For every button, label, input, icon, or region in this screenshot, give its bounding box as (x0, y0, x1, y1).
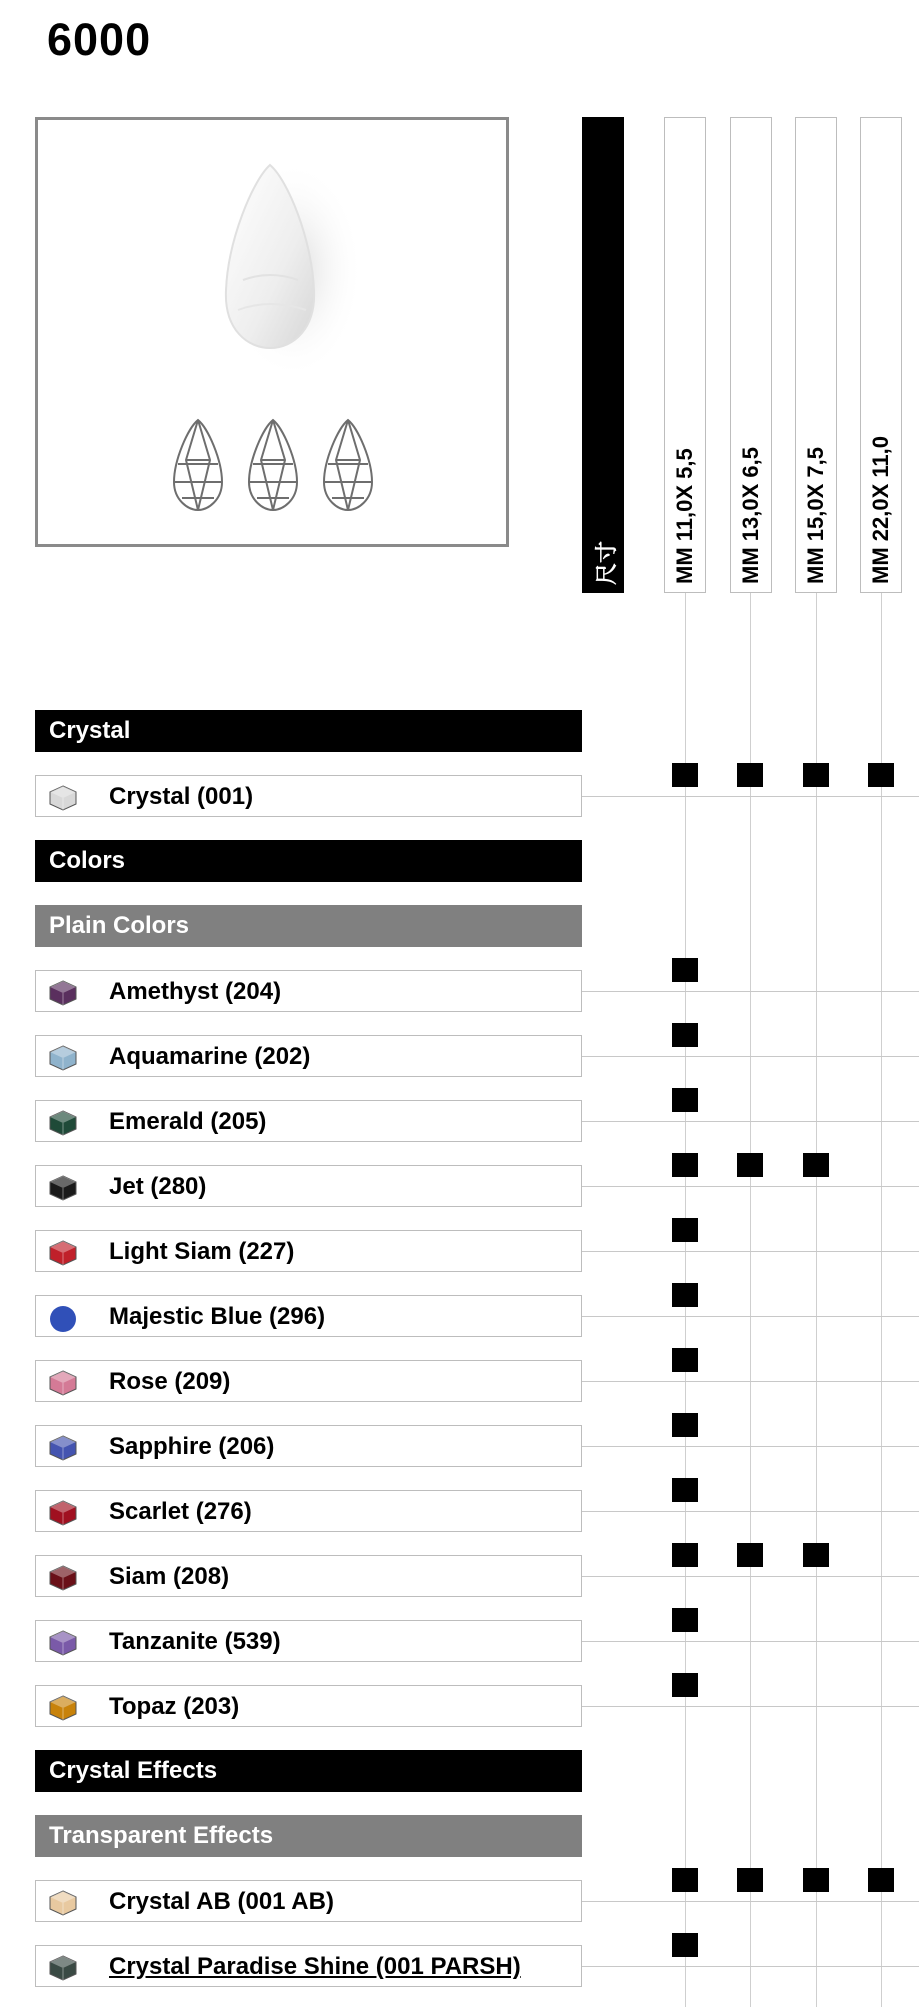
subcategory-header-plain-colors: Plain Colors (35, 905, 582, 947)
grid-column-line-3 (816, 593, 817, 2007)
item-name: Rose (209) (109, 1368, 231, 1395)
availability-mark (672, 1283, 698, 1307)
row-guide-line (582, 1186, 919, 1187)
row-guide-line (582, 1706, 919, 1707)
item-name: Amethyst (204) (109, 978, 282, 1005)
category-header-crystal: Crystal (35, 710, 582, 752)
availability-mark (672, 763, 698, 787)
availability-mark (672, 1478, 698, 1502)
emerald-icon (48, 1110, 78, 1141)
list-item (35, 1100, 582, 1142)
product-image (35, 117, 509, 547)
list-item (35, 1360, 582, 1402)
row-guide-line (582, 1251, 919, 1252)
grid-column-line-2 (750, 593, 751, 2007)
availability-mark (672, 1868, 698, 1892)
size-label-header (582, 117, 624, 593)
row-guide-line (582, 1641, 919, 1642)
crystal-ab-icon (48, 1890, 78, 1921)
item-name: Crystal (001) (109, 783, 254, 810)
list-item (35, 1165, 582, 1207)
item-name: Majestic Blue (296) (109, 1303, 326, 1330)
row-guide-line (582, 1576, 919, 1577)
list-item (35, 775, 582, 817)
item-name: Scarlet (276) (109, 1498, 252, 1525)
size-label-text: 尺寸 (594, 540, 619, 585)
row-guide-line (582, 1511, 919, 1512)
list-item (35, 1490, 582, 1532)
availability-mark (672, 1088, 698, 1112)
item-name: Jet (280) (109, 1173, 207, 1200)
topaz-icon (48, 1695, 78, 1726)
sapphire-icon (48, 1435, 78, 1466)
availability-mark (737, 1543, 763, 1567)
row-guide-line (582, 1121, 919, 1122)
availability-mark (803, 763, 829, 787)
row-guide-line (582, 1316, 919, 1317)
amethyst-icon (48, 980, 78, 1011)
availability-mark (803, 1543, 829, 1567)
list-item (35, 1425, 582, 1467)
tanzanite-icon (48, 1630, 78, 1661)
availability-mark (737, 1153, 763, 1177)
availability-mark (737, 763, 763, 787)
list-item (35, 1230, 582, 1272)
list-item (35, 1295, 582, 1337)
availability-mark (737, 1868, 763, 1892)
list-item (35, 1945, 582, 1987)
availability-mark (803, 1153, 829, 1177)
list-item (35, 1685, 582, 1727)
availability-mark (868, 763, 894, 787)
aquamarine-icon (48, 1045, 78, 1076)
row-guide-line (582, 991, 919, 992)
availability-mark (672, 1608, 698, 1632)
row-guide-line (582, 1966, 919, 1967)
category-header-crystal-effects: Crystal Effects (35, 1750, 582, 1792)
item-name: Crystal AB (001 AB) (109, 1888, 334, 1915)
list-item (35, 1620, 582, 1662)
availability-mark (672, 1023, 698, 1047)
item-name: Aquamarine (202) (109, 1043, 311, 1070)
item-name: Sapphire (206) (109, 1433, 275, 1460)
availability-mark (672, 1673, 698, 1697)
list-item (35, 1555, 582, 1597)
category-header-colors: Colors (35, 840, 582, 882)
siam-icon (48, 1565, 78, 1596)
item-name: Crystal Paradise Shine (001 PARSH) (109, 1953, 521, 1980)
grid-column-line-4 (881, 593, 882, 2007)
list-item (35, 970, 582, 1012)
row-guide-line (582, 796, 919, 797)
crystal-drop-illustration (38, 120, 506, 544)
item-name: Topaz (203) (109, 1693, 240, 1720)
list-item (35, 1880, 582, 1922)
availability-mark (672, 1153, 698, 1177)
size-column-header-1 (664, 117, 706, 593)
light-siam-icon (48, 1240, 78, 1271)
availability-mark (672, 1933, 698, 1957)
availability-mark (672, 1543, 698, 1567)
page-title: 6000 (47, 14, 152, 65)
item-name: Tanzanite (539) (109, 1628, 281, 1655)
row-guide-line (582, 1381, 919, 1382)
row-guide-line (582, 1056, 919, 1057)
crystal-clear-icon (48, 785, 78, 816)
availability-mark (672, 1413, 698, 1437)
item-name: Siam (208) (109, 1563, 230, 1590)
list-item (35, 1035, 582, 1077)
size-column-header-2 (730, 117, 772, 593)
subcategory-header-transparent-effects: Transparent Effects (35, 1815, 582, 1857)
item-name: Emerald (205) (109, 1108, 267, 1135)
size-label-1: MM 11,0X 5,5 (672, 448, 697, 584)
row-guide-line (582, 1901, 919, 1902)
majestic-blue-icon (48, 1305, 78, 1340)
scarlet-icon (48, 1500, 78, 1531)
crystal-paradise-shine-icon (48, 1955, 78, 1986)
availability-mark (803, 1868, 829, 1892)
availability-mark (672, 1218, 698, 1242)
size-label-2: MM 13,0X 6,5 (738, 447, 763, 584)
availability-mark (672, 958, 698, 982)
size-column-header-3 (795, 117, 837, 593)
size-label-4: MM 22,0X 11,0 (868, 436, 893, 584)
jet-icon (48, 1175, 78, 1206)
size-label-3: MM 15,0X 7,5 (803, 447, 828, 584)
rose-icon (48, 1370, 78, 1401)
availability-mark (672, 1348, 698, 1372)
availability-mark (868, 1868, 894, 1892)
item-name: Light Siam (227) (109, 1238, 295, 1265)
row-guide-line (582, 1446, 919, 1447)
size-column-header-4 (860, 117, 902, 593)
